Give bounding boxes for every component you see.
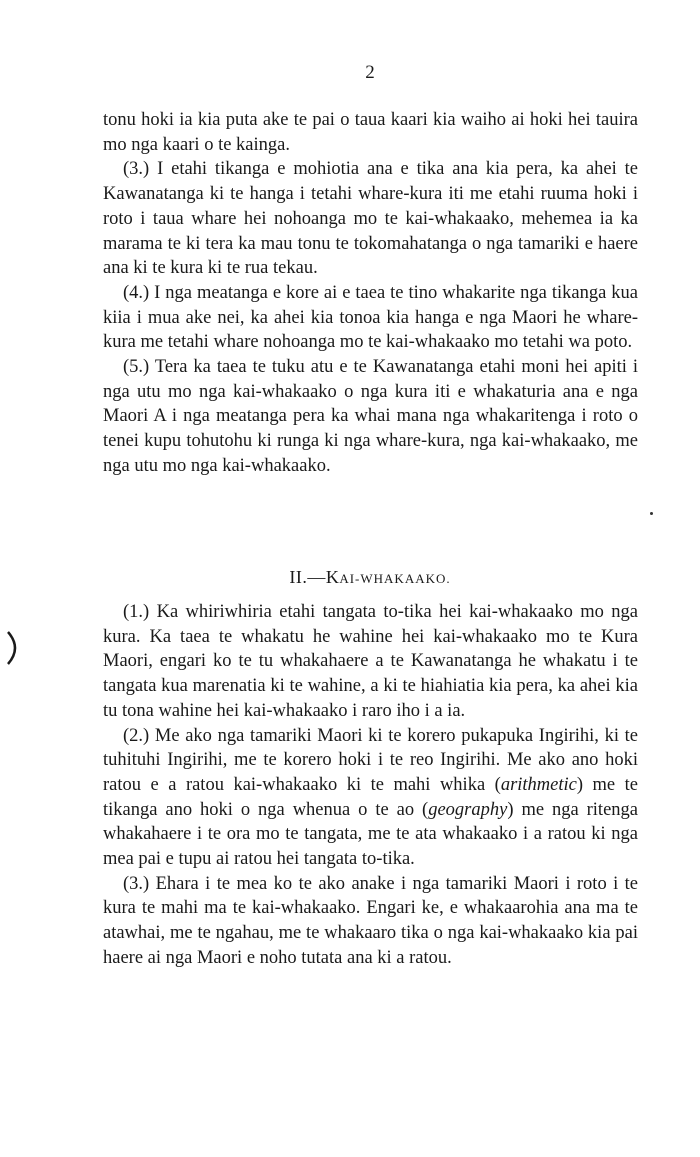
- arithmetic-term: arithmetic: [500, 774, 577, 795]
- stray-ink-dot: [650, 512, 653, 515]
- heading-numeral: II.—: [289, 567, 326, 587]
- p2-text-c: ) me nga ritenga whakahaere i te ora mo te tangata, me te ata whakaako i a ratou ki nga mea pai e tupu ai ratou hei tangata to-tika.: [103, 799, 638, 870]
- geography-term: geography: [428, 799, 508, 820]
- paragraph-5: (5.) Tera ka taea te tuku atu e te Kawanatanga etahi moni hei apiti i nga utu mo nga kai-whakaako o nga kura iti e whakaturia ana e nga Maori A i nga meatanga pera ka whai mana nga whakaritenga i roto o tenei kupu tohutohu ki runga ki nga whare-kura, nga kai-whakaako, me nga utu mo nga kai-whakaako.: [103, 357, 638, 476]
- paragraph-kai-2: [103, 724, 638, 872]
- section-1-body: [103, 108, 638, 479]
- paragraph-kai-3: (3.) Ehara i te mea ko te ako anake i nga tamariki Maori i roto i te kura te mahi ma te kai-whakaako. Engari ke, e whakaarohia ana ma te atawhai, me te ngahau, me te whakaaro tika o nga kai-whakaako kia pai haere ai nga Maori e noho tutata ana ki a ratou.: [103, 873, 638, 968]
- paragraph-4: (4.) I nga meatanga e kore ai e taea te tino whakarite nga tikanga kua kiia i mua ake nei, ka ahei kia tonoa kia hanga e nga Maori he whare-kura me tetahi whare nohoanga mo te kai-whakaako mo tetahi wa poto.: [103, 282, 638, 353]
- heading-first-letter: K: [325, 567, 340, 587]
- paragraph-continuation: tonu hoki ia kia puta ake te pai o taua kaari kia waiho ai hoki hei tauira mo nga kaari o te kainga.: [103, 110, 638, 155]
- p2-text-a: (2.) Me ako nga tamariki Maori ki te korero pukapuka Ingirihi, ki te tuhituhi Ingirihi, me te korero hoki i te reo Ingirihi. Me ako ano hoki ratou e a ratou kai-whakaako ki te mahi whika (: [103, 725, 638, 795]
- heading-small-caps: AI-WHAKAAKO.: [339, 571, 451, 586]
- paragraph-3: (3.) I etahi tikanga e mohiotia ana e tika ana kia pera, ka ahei te Kawanatanga ki te hanga i tetahi whare-kura iti me etahi ruuma hoki i roto i taua whare hei nohoanga mo te kai-whakaako, mehemea ia ka marama te ki tera ka mau tonu te tokomahatanga o nga tamariki e haere ana ki te kura ki te rua tekau.: [103, 159, 638, 279]
- section-2-body: [103, 600, 638, 971]
- section-heading-kai-whakaako: [0, 567, 700, 588]
- page-number: 2: [365, 62, 375, 83]
- margin-bracket-mark: [4, 628, 24, 668]
- paragraph-kai-1: (1.) Ka whiriwhiria etahi tangata to-tika hei kai-whakaako mo nga kura. Ka taea te whakatu he wahine hei kai-whakaako mo te Kura Maori, engari ko te tu whakahaere a te Kawanatanga he whakatu i te tangata kua marenatia ki te wahine, a ki te hiahiatia kia pera, ka ahei kia tu tona wahine hei kai-whakaako i raro iho i a ia.: [103, 602, 638, 721]
- p2-text-b: ) me te tikanga ano hoki o nga whenua o te ao (: [103, 774, 638, 820]
